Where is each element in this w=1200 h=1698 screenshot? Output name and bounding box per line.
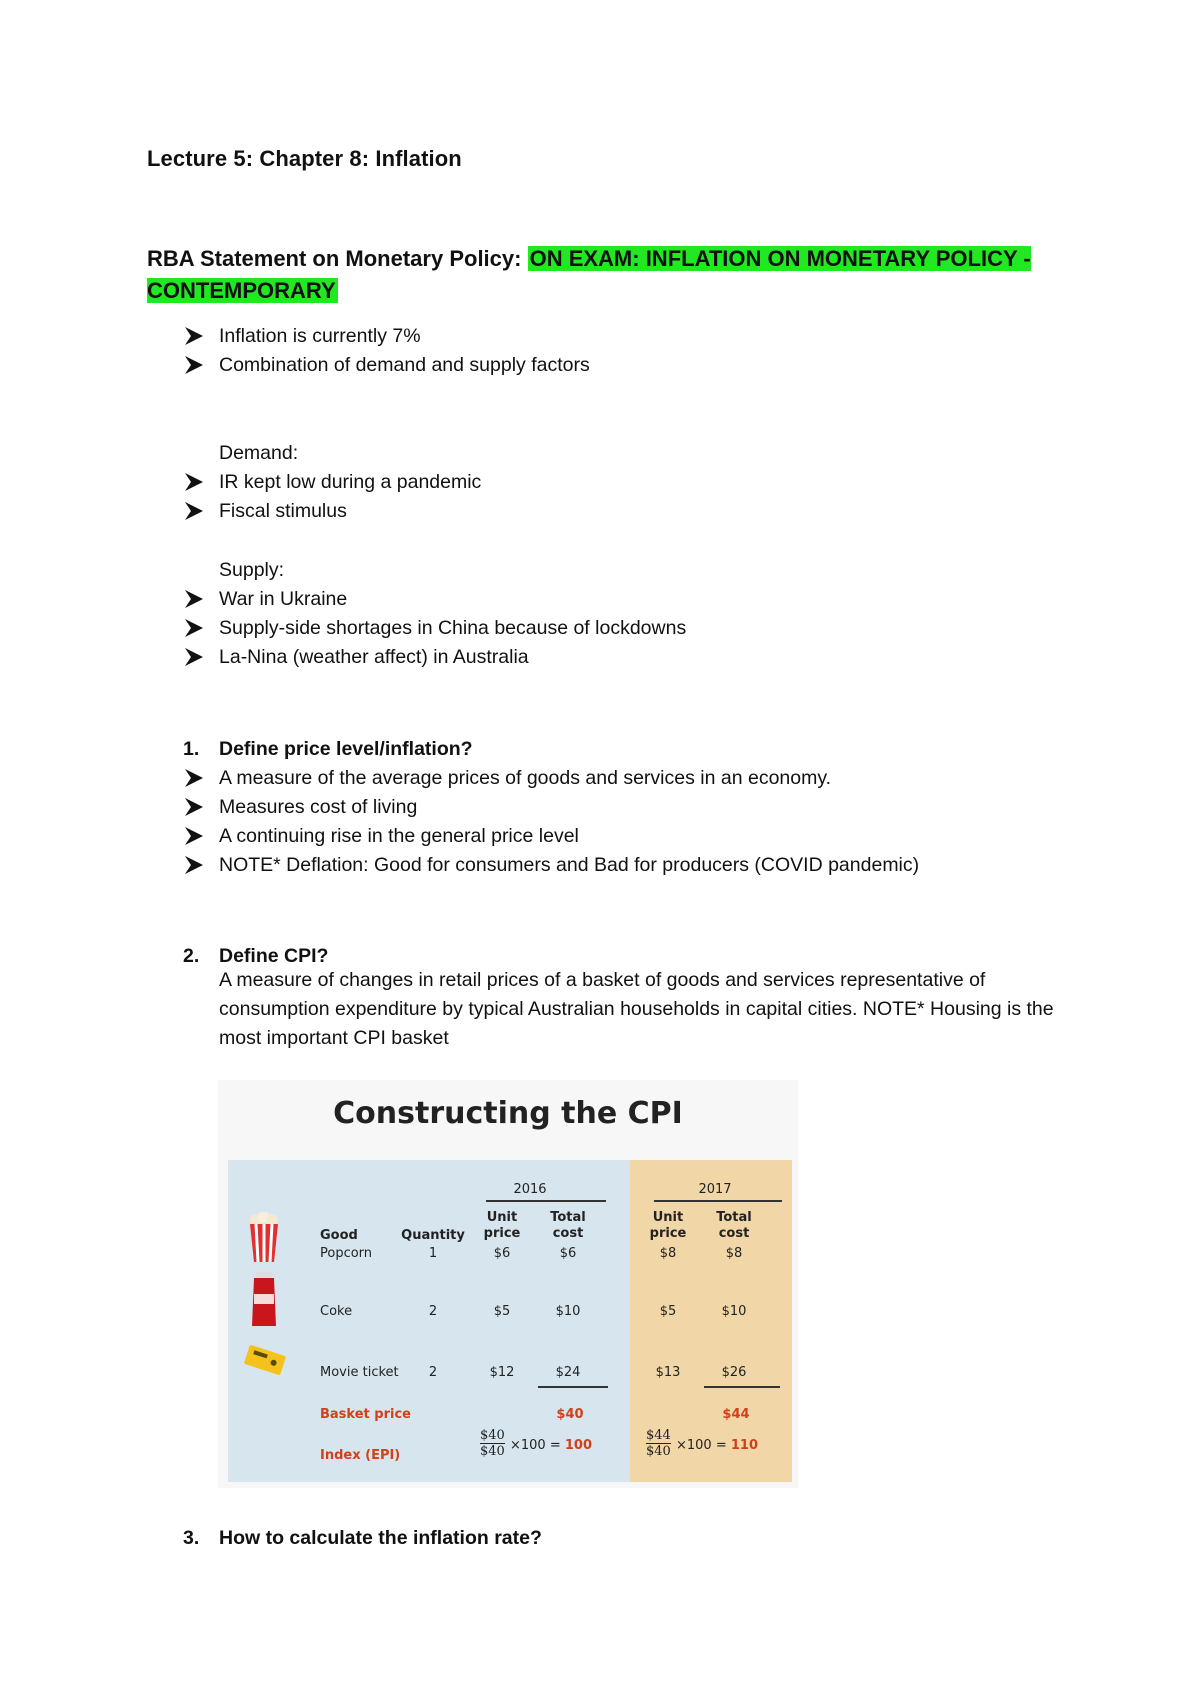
table-cell: $26 <box>721 1365 747 1380</box>
table-cell: $24 <box>555 1365 581 1380</box>
arrow-bullet-icon <box>183 854 205 876</box>
divider <box>654 1200 782 1202</box>
table-cell: 1 <box>428 1246 438 1261</box>
list-item: Combination of demand and supply factors <box>219 354 590 376</box>
divider <box>486 1200 606 1202</box>
question-heading: Define CPI? <box>219 945 329 967</box>
table-cell: $13 <box>655 1365 681 1380</box>
table-cell: $5 <box>659 1304 677 1319</box>
table-cell: $8 <box>659 1246 677 1261</box>
numerator: $40 <box>480 1428 505 1443</box>
column-header: Unit price <box>649 1210 687 1241</box>
cpi-definition: A measure of changes in retail prices of a basket of goods and services representative of consumption expenditure by typical Australian households in capital cities. NOTE* Housing is the most important CPI basket <box>219 969 1054 1049</box>
supply-heading: Supply: <box>219 559 285 581</box>
list-item: A continuing rise in the general price level <box>219 825 579 847</box>
figure-title: Constructing the CPI <box>333 1096 683 1131</box>
ticket-icon <box>242 1342 288 1378</box>
table-cell: $10 <box>555 1304 581 1319</box>
list-item: A measure of the average prices of goods and services in an economy. <box>219 767 832 789</box>
list-item: La-Nina (weather affect) in Australia <box>219 646 529 668</box>
column-header: Good <box>320 1228 358 1243</box>
column-header: Total cost <box>716 1210 752 1241</box>
index-label: Index (EPI) <box>320 1448 401 1463</box>
column-header: Quantity <box>401 1228 465 1243</box>
question-number: 3. <box>183 1527 200 1549</box>
rba-label: RBA Statement on Monetary Policy: <box>147 246 528 271</box>
arrow-bullet-icon <box>183 796 205 818</box>
table-cell: 2 <box>428 1304 438 1319</box>
index-fraction-2016 <box>480 1428 505 1459</box>
arrow-bullet-icon <box>183 767 205 789</box>
basket-price-2017: $44 <box>722 1407 750 1422</box>
basket-price-label: Basket price <box>320 1407 411 1422</box>
demand-heading: Demand: <box>219 442 299 464</box>
denominator: $40 <box>646 1444 671 1459</box>
exam-highlight: ON EXAM: INFLATION ON MONETARY POLICY - CONTEMPORARY <box>147 246 1031 303</box>
divider <box>538 1386 608 1388</box>
coke-icon <box>248 1272 280 1328</box>
popcorn-icon <box>246 1212 282 1264</box>
index-multiplier <box>510 1438 592 1454</box>
question-heading: Define price level/inflation? <box>219 738 473 760</box>
list-item: NOTE* Deflation: Good for consumers and Bad for producers (COVID pandemic) <box>219 854 920 876</box>
page-title: Lecture 5: Chapter 8: Inflation <box>147 146 462 171</box>
list-item: IR kept low during a pandemic <box>219 471 482 493</box>
index-result-2017: 110 <box>730 1438 759 1453</box>
table-cell: $8 <box>725 1246 743 1261</box>
arrow-bullet-icon <box>183 471 205 493</box>
table-cell: $10 <box>721 1304 747 1319</box>
denominator: $40 <box>480 1444 505 1459</box>
table-cell: Movie ticket <box>320 1365 399 1380</box>
question-number: 1. <box>183 738 200 760</box>
arrow-bullet-icon <box>183 825 205 847</box>
year-header: 2016 <box>513 1182 547 1197</box>
arrow-bullet-icon <box>183 588 205 610</box>
basket-price-2016: $40 <box>556 1407 584 1422</box>
table-cell: $12 <box>489 1365 515 1380</box>
multiplier-text: ×100 = <box>510 1438 565 1453</box>
cpi-figure <box>218 1080 798 1488</box>
multiplier-text: ×100 = <box>676 1438 731 1453</box>
arrow-bullet-icon <box>183 617 205 639</box>
table-cell: Popcorn <box>320 1246 373 1261</box>
question-heading: How to calculate the inflation rate? <box>219 1527 542 1549</box>
column-header: Unit price <box>483 1210 521 1241</box>
arrow-bullet-icon <box>183 354 205 376</box>
rba-heading <box>147 243 1067 307</box>
table-cell: 2 <box>428 1365 438 1380</box>
list-item: Inflation is currently 7% <box>219 325 421 347</box>
numerator: $44 <box>646 1428 671 1443</box>
year-header: 2017 <box>698 1182 732 1197</box>
list-item: Supply-side shortages in China because of lockdowns <box>219 617 687 639</box>
index-result-2016: 100 <box>564 1438 593 1453</box>
arrow-bullet-icon <box>183 646 205 668</box>
question-number: 2. <box>183 945 200 967</box>
table-cell: Coke <box>320 1304 353 1319</box>
table-cell: $6 <box>493 1246 511 1261</box>
table-cell: $5 <box>493 1304 511 1319</box>
index-multiplier <box>676 1438 758 1454</box>
divider <box>704 1386 780 1388</box>
list-item: War in Ukraine <box>219 588 348 610</box>
list-item: Fiscal stimulus <box>219 500 347 522</box>
list-item: Measures cost of living <box>219 796 418 818</box>
index-fraction-2017 <box>646 1428 671 1459</box>
table-cell: $6 <box>559 1246 577 1261</box>
column-header: Total cost <box>550 1210 586 1241</box>
arrow-bullet-icon <box>183 325 205 347</box>
table-panel-2016 <box>228 1160 630 1482</box>
arrow-bullet-icon <box>183 500 205 522</box>
